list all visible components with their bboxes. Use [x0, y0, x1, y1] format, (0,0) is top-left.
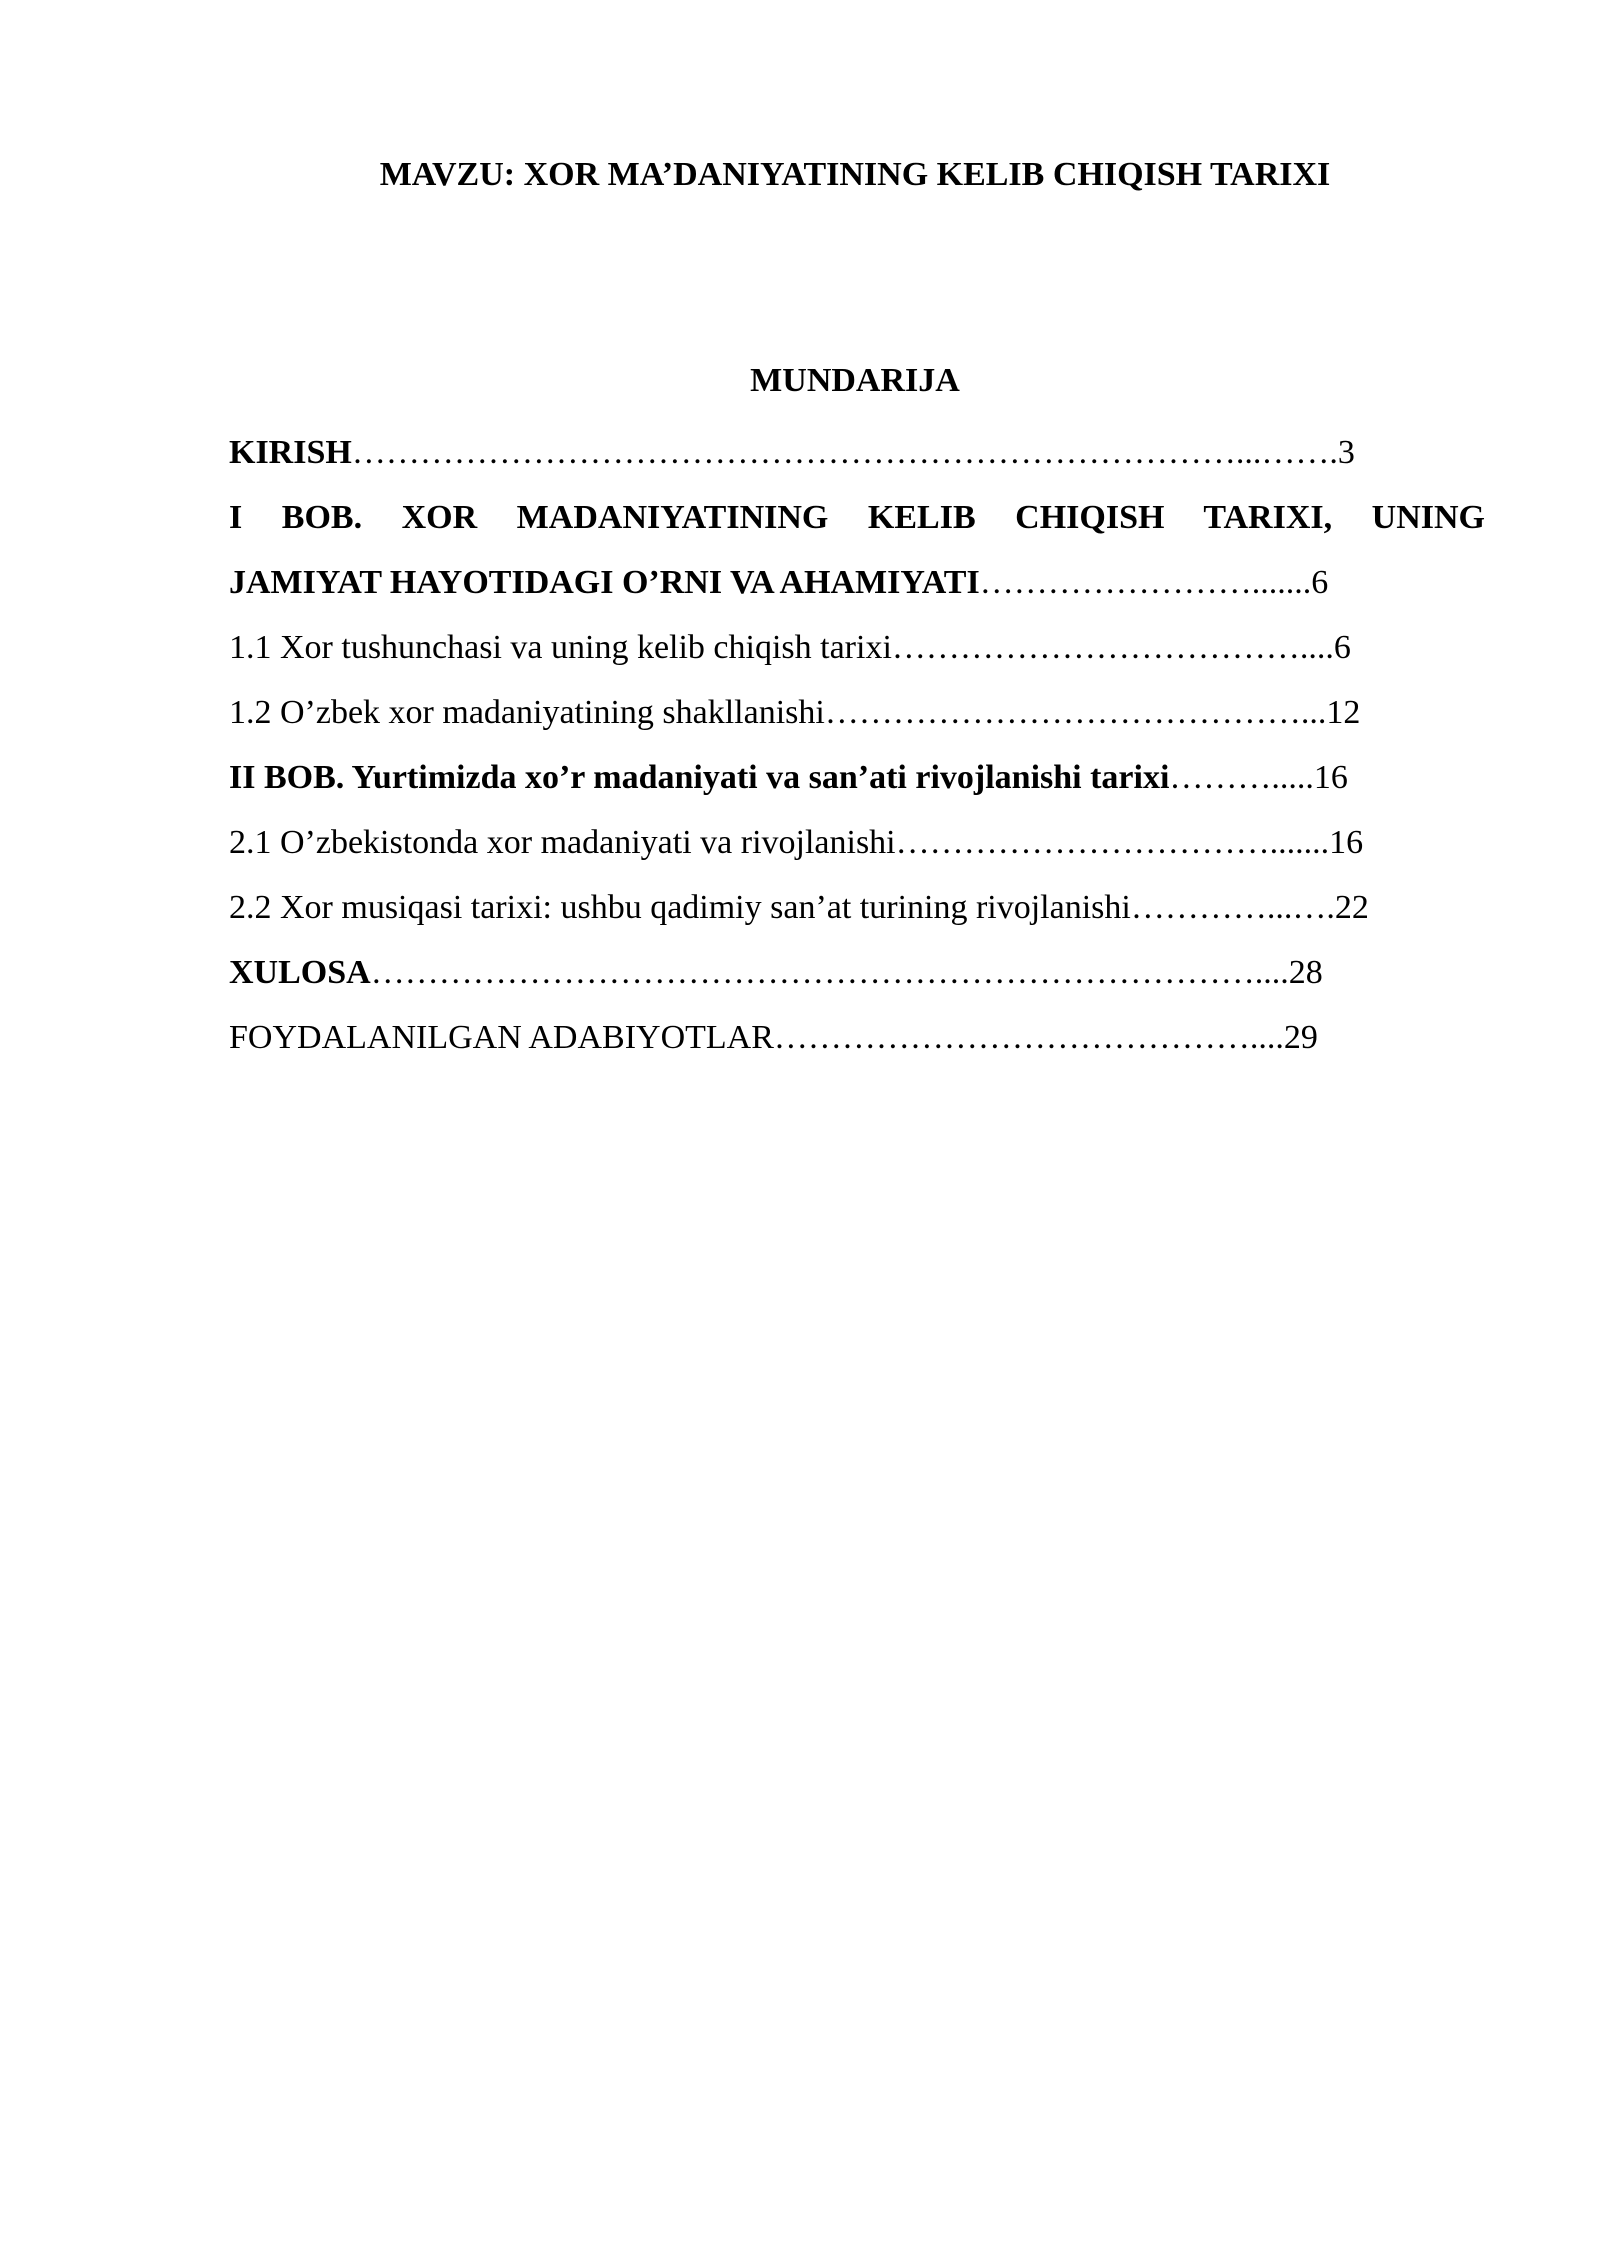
toc-entry-title: 2.2 Xor musiqasi tarixi: ushbu qadimiy san’at turining rivojlanishi [229, 889, 1131, 926]
toc-entry-title: 2.1 O’zbekistonda xor madaniyati va rivojlanishi [229, 824, 896, 861]
toc-entry-page: 22 [1334, 889, 1369, 926]
toc-entry-kirish[interactable] [229, 420, 1485, 485]
toc-entry-title-line1: I BOB. XOR MADANIYATINING KELIB CHIQISH TARIXI, UNING [229, 499, 1485, 536]
toc-entry-section-2-2[interactable] [229, 875, 1485, 940]
document-topic: MAVZU: XOR MA’DANIYATINING KELIB CHIQISH TARIXI [379, 156, 1331, 193]
toc-entry-leader: …………...…. [1130, 889, 1335, 926]
toc-entry-leader: ……………………....... [979, 564, 1312, 601]
toc-entry-page: 3 [1337, 434, 1355, 471]
toc-entry-title: KIRISH [229, 434, 352, 471]
toc-entry-leader: ………..... [1169, 759, 1314, 796]
toc-entry-leader: ……………………………....... [895, 824, 1330, 861]
toc-entry-section-1-1[interactable] [229, 615, 1485, 680]
toc-entry-leader: ……………………………………………………………………...……. [351, 434, 1338, 471]
toc-entry-section-2-1[interactable] [229, 810, 1485, 875]
toc-entry-title: FOYDALANILGAN ADABIYOTLAR [229, 1019, 774, 1056]
toc-entry-leader: ……………………………….... [891, 629, 1334, 666]
toc-entry-chapter-1[interactable] [229, 485, 1485, 615]
toc-entry-leader: …………………………………………………………………….... [370, 954, 1289, 991]
toc-entry-leader: ……………………………………... [824, 694, 1327, 731]
toc-entry-title: 1.2 O’zbek xor madaniyatining shakllanishi [229, 694, 825, 731]
toc-entry-page: 28 [1288, 954, 1323, 991]
toc-entry-title: XULOSA [229, 954, 371, 991]
toc-entry-title: II BOB. Yurtimizda xo’r madaniyati va san’ati rivojlanishi tarixi [229, 759, 1170, 796]
toc-entry-section-1-2[interactable] [229, 680, 1485, 745]
toc-heading: MUNDARIJA [750, 362, 960, 399]
toc-entry-page: 6 [1311, 564, 1329, 601]
toc-entry-page: 6 [1333, 629, 1351, 666]
table-of-contents [229, 420, 1485, 1070]
toc-entry-references[interactable] [229, 1005, 1485, 1070]
toc-entry-xulosa[interactable] [229, 940, 1485, 1005]
toc-entry-page: 16 [1329, 824, 1364, 861]
toc-entry-page: 12 [1326, 694, 1361, 731]
toc-entry-chapter-2[interactable] [229, 745, 1485, 810]
toc-entry-page: 29 [1283, 1019, 1318, 1056]
toc-entry-title: 1.1 Xor tushunchasi va uning kelib chiqish tarixi [229, 629, 892, 666]
toc-entry-leader: …………………………………….... [773, 1019, 1284, 1056]
toc-entry-title-line2: JAMIYAT HAYOTIDAGI O’RNI VA AHAMIYATI [229, 564, 980, 601]
toc-entry-page: 16 [1313, 759, 1348, 796]
